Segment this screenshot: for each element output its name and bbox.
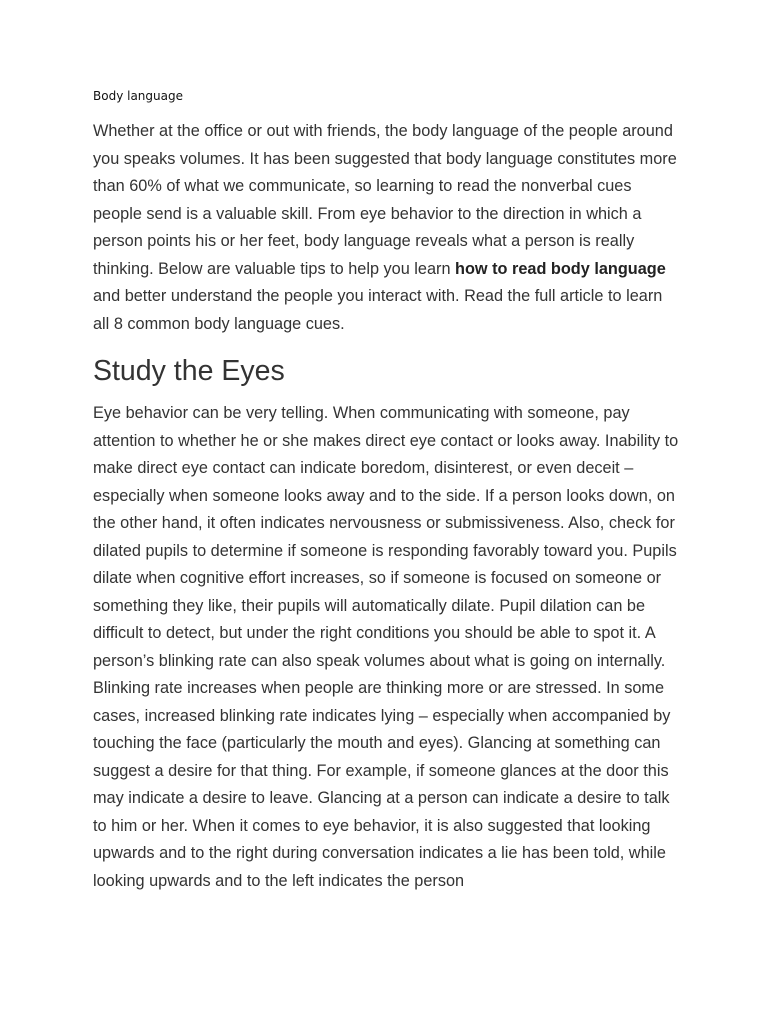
intro-paragraph [93, 118, 683, 338]
section-paragraph: Eye behavior can be very telling. When communicating with someone, pay attention to whether he or she makes direct eye contact or looks away. Inability to make direct eye contact can indicate boredom, disinterest, or even deceit – especially when someone looks away and to the side. If a person looks down, on the other hand, it often indicates nervousness or submissiveness. Also, check for dilated pupils to determine if someone is responding favorably toward you. Pupils dilate when cognitive effort increases, so if someone is focused on someone or something they like, their pupils will automatically dilate. Pupil dilation can be difficult to detect, but under the right conditions you should be able to spot it. A person’s blinking rate can also speak volumes about what is going on internally. Blinking rate increases when people are thinking more or are stressed. In some cases, increased blinking rate indicates lying – especially when accompanied by touching the face (particularly the mouth and eyes). Glancing at something can suggest a desire for that thing. For example, if someone glances at the door this may indicate a desire to leave. Glancing at a person can indicate a desire to talk to him or her. When it comes to eye behavior, it is also suggested that looking upwards and to the right during conversation indicates a lie has been told, while looking upwards and to the left indicates the person [93, 404, 679, 890]
intro-text-after: and better understand the people you interact with. Read the full article to learn all 8 common body language cues. [93, 287, 663, 333]
section-heading: Study the Eyes [93, 355, 285, 387]
document-title: Body language [93, 89, 183, 103]
intro-bold-link-text: how to read body language [455, 259, 666, 278]
intro-text-before: Whether at the office or out with friends, the body language of the people around you speaks volumes. It has been suggested that body language constitutes more than 60% of what we communicate, so learning to read the nonverbal cues people send is a valuable skill. From eye behavior to the direction in which a person points his or her feet, body language reveals what a person is really thinking. Below are valuable tips to help you learn [93, 122, 677, 278]
